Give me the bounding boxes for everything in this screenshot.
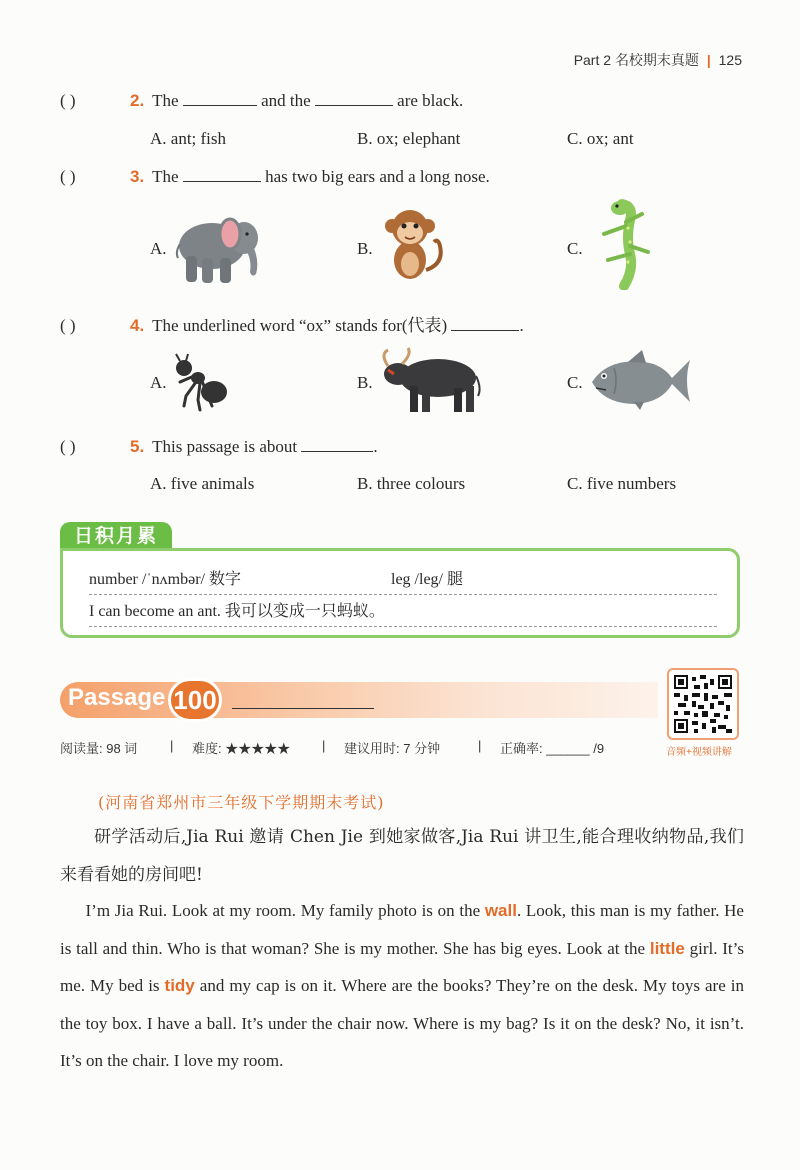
difficulty-rating: 难度: ★★★★★ [192,741,291,756]
qr-code[interactable] [667,668,739,740]
monkey-image [382,206,446,284]
highlight-word-wall: wall [484,901,517,920]
q3-option-a-label: A. [150,239,167,258]
passage-label: Passage [68,684,166,711]
reading-volume: 阅读量: 98 词 [60,741,138,756]
header-page-number: 125 [718,52,742,68]
answer-paren[interactable]: ( ) [60,437,76,456]
answer-paren[interactable]: ( ) [60,167,76,186]
question-text: are black. [397,91,464,110]
answer-blank[interactable] [451,316,519,331]
q3-option-c-label: C. [567,239,583,258]
q5-option-b: B. three colours [357,474,466,493]
highlight-word-little: little [649,938,685,958]
vocab-leg: leg /leg/ 腿 [391,571,463,588]
q5-option-c: C. five numbers [567,474,677,493]
accuracy-field[interactable]: 正确率: ______ /9 [500,741,605,756]
qr-code-icon [674,675,732,733]
answer-blank[interactable] [183,91,257,106]
question-number: 2. [130,91,145,110]
question-number: 4. [130,316,145,335]
q2-option-c: C. ox; ant [567,129,634,148]
suggested-time: 建议用时: 7 分钟 [344,741,441,756]
passage-body: I’m Jia Rui. Look at my room. My family photo is on the wall. Look, this man is my father. He is tall and thin. Who is that woman? She is my mother. She has big eyes. Look at the little girl. It’s me. My bed is tidy and my cap is on it. Where are the books? They’re on the desk. My toys are in the toy box. I have a ball. It’s under the chair now. Where is my bag? Is it on the desk? No, it isn’t. It’s on the chair. I love my room. [60,901,744,1070]
vocab-number: number /ˈnʌmbər/ 数字 [89,571,241,588]
q2-option-b: B. ox; elephant [357,129,461,148]
answer-blank[interactable] [301,437,373,452]
fish-image [588,350,692,410]
question-text: The underlined word “ox” stands for(代表) [152,316,448,335]
header-part: Part 2 [573,52,612,68]
header-book: 名校期末真题 [614,52,699,68]
ox-image [378,346,482,416]
question-text: This passage is about [152,437,298,456]
question-text: has two big ears and a long nose. [265,167,490,186]
qr-caption: 音频+视频讲解 [666,747,732,758]
lizard-image [590,198,656,290]
answer-paren[interactable]: ( ) [60,91,76,110]
q3-option-b-label: B. [357,239,373,258]
daily-accumulation-tab: 日积月累 [60,522,172,552]
question-text: . [519,316,524,335]
answer-blank[interactable] [315,91,393,106]
q2-option-a: A. ant; fish [150,129,227,148]
question-5 [60,437,378,457]
passage-intro: 研学活动后,Jia Rui 邀请 Chen Jie 到她家做客,Jia Rui 讲卫生,能合理收纳物品,我们来看看她的房间吧! [60,827,744,885]
question-4 [60,311,524,336]
q4-option-a-label: A. [150,373,167,392]
exam-source: (河南省郑州市三年级下学期期末考试) [98,793,385,812]
question-number: 3. [130,167,145,186]
highlight-word-tidy: tidy [164,976,195,995]
answer-paren[interactable]: ( ) [60,316,76,335]
ant-image [170,352,232,414]
q5-option-a: A. five animals [150,474,255,493]
vocab-row [89,565,717,595]
question-text: . [373,437,378,456]
elephant-image [172,208,264,286]
question-2 [60,91,463,111]
q4-option-b-label: B. [357,373,373,392]
daily-accumulation-box [60,548,740,638]
question-number: 5. [130,437,145,456]
question-text: The [152,91,179,110]
passage-title-line [232,708,374,709]
q4-option-c-label: C. [567,373,583,392]
passage-number-badge: 100 [168,678,222,722]
question-text: and the [261,91,311,110]
answer-blank[interactable] [183,167,261,182]
sentence-row: I can become an ant. 我可以变成一只蚂蚁。 [89,597,717,627]
page-header: Part 2 名校期末真题 | 125 [573,52,742,68]
question-text: The [152,167,179,186]
question-3 [60,167,490,187]
